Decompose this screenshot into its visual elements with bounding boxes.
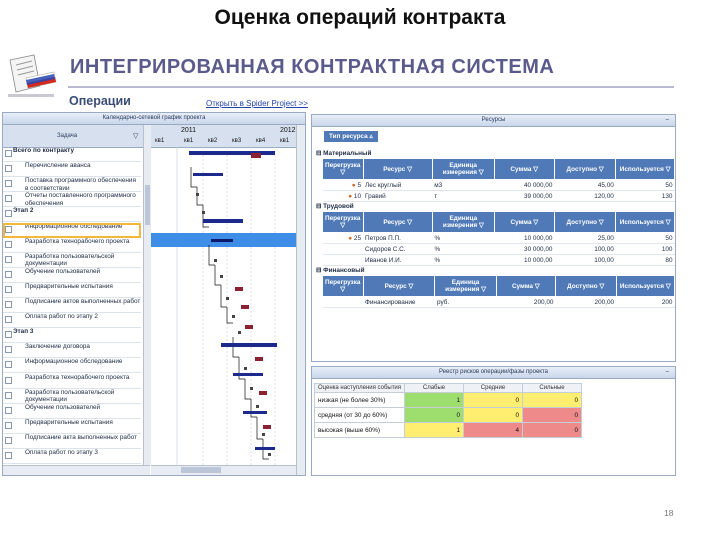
task-row[interactable] [3, 419, 141, 434]
row-checkbox[interactable] [5, 165, 12, 172]
year-label-2011: 2011 [181, 127, 197, 134]
resource-cell: ● 25 [323, 233, 364, 244]
year-label-2012: 2012 [280, 127, 296, 134]
resource-cell: 30 000,00 [494, 244, 554, 255]
timeline-header [151, 125, 296, 148]
task-label: Перечисление аванса [25, 162, 91, 170]
resource-column-header[interactable]: Единица измерения ▽ [432, 212, 494, 233]
task-row[interactable] [3, 434, 141, 449]
risk-row[interactable] [315, 423, 582, 438]
resource-cell: 10 000,00 [494, 233, 554, 244]
task-row[interactable] [3, 162, 141, 177]
system-banner: ИНТЕГРИРОВАННАЯ КОНТРАКТНАЯ СИСТЕМА [70, 56, 555, 78]
collapse-toggle-icon[interactable]: ⊟ [316, 267, 324, 274]
row-checkbox[interactable] [5, 407, 12, 414]
filter-icon[interactable]: ▽ [663, 282, 671, 290]
chart-scrollbar[interactable] [296, 125, 305, 475]
filter-icon[interactable]: ▽ [405, 218, 413, 226]
collapse-icon[interactable]: – [665, 369, 669, 375]
quarter-label: кв1 [184, 138, 194, 144]
resource-cell: 80 [616, 255, 675, 266]
resource-row[interactable] [323, 233, 675, 244]
task-label: Предварительные испытания [25, 282, 113, 290]
resource-row[interactable] [323, 244, 675, 255]
resource-group-table [322, 275, 675, 308]
quarter-label: кв4 [256, 138, 266, 144]
risk-count-cell[interactable]: 1 [405, 423, 464, 438]
task-row[interactable] [3, 238, 141, 253]
task-list [3, 147, 143, 465]
resource-column-header[interactable]: Сумма ▽ [496, 276, 555, 297]
risk-count-cell[interactable]: 0 [464, 393, 523, 408]
resource-cell [323, 297, 364, 308]
collapse-toggle-icon[interactable] [5, 331, 12, 338]
resource-column-header[interactable]: Доступно ▽ [555, 276, 616, 297]
resource-cell: 50 [616, 180, 675, 191]
filter-icon[interactable]: ▽ [406, 282, 414, 290]
resource-cell: % [432, 255, 494, 266]
filter-icon[interactable]: ▽ [340, 222, 346, 229]
row-checkbox[interactable] [5, 377, 12, 384]
task-label: Информационное обследование [25, 222, 123, 230]
group-by-chip[interactable] [324, 131, 378, 142]
task-label: Разработка технорабочего проекта [25, 373, 130, 381]
task-row[interactable] [3, 449, 141, 464]
risk-title: Реестр рисков операции/фазы проекта [438, 369, 549, 375]
filter-icon[interactable]: ▽ [596, 165, 604, 173]
row-checkbox[interactable] [5, 256, 12, 263]
task-row[interactable] [3, 404, 141, 419]
resource-column-header[interactable]: Ресурс ▽ [363, 212, 432, 233]
resource-column-header[interactable]: Используется ▽ [616, 159, 675, 180]
resource-column-header[interactable]: Используется ▽ [616, 276, 674, 297]
filter-icon[interactable]: ▽ [597, 282, 605, 290]
resource-cell: Лес круглый [363, 180, 432, 191]
resource-cell: 39 000,00 [494, 191, 554, 202]
task-label: Поставка программного обеспечения в соответствии [25, 177, 136, 192]
group-by-label: Тип ресурса [329, 133, 368, 140]
row-checkbox[interactable] [5, 316, 12, 323]
resource-column-header[interactable]: Перегрузка ▽ [323, 212, 364, 233]
chart-hscrollbar[interactable] [151, 465, 296, 475]
collapse-toggle-icon[interactable]: ⊟ [316, 150, 324, 157]
resource-row[interactable] [323, 255, 675, 266]
risk-column-header: Оценка наступления события [315, 384, 405, 393]
resource-cell [323, 255, 364, 266]
resource-cell: ● 5 [323, 180, 364, 191]
overload-warning-icon: ● [351, 181, 358, 189]
resources-panel-header [312, 115, 675, 127]
resources-table [312, 149, 675, 308]
risk-count-cell[interactable]: 4 [464, 423, 523, 438]
section-title: Операции [69, 94, 131, 108]
resource-cell: 200,00 [555, 297, 616, 308]
scroll-thumb[interactable] [181, 467, 221, 473]
resource-row[interactable] [323, 297, 675, 308]
filter-icon[interactable]: ▽ [663, 165, 671, 173]
resource-group-header[interactable] [312, 266, 675, 275]
resource-cell: 25,00 [554, 233, 615, 244]
resource-column-header[interactable]: Сумма ▽ [494, 159, 554, 180]
resource-cell: руб. [435, 297, 496, 308]
resource-cell: 100 [616, 244, 675, 255]
row-checkbox[interactable] [5, 361, 12, 368]
filter-icon[interactable]: ▽ [340, 169, 346, 176]
task-label: Подписание акта выполненных работ [25, 433, 137, 441]
collapse-toggle-icon[interactable] [5, 210, 12, 217]
risk-count-cell[interactable]: 0 [523, 393, 582, 408]
resource-group-table [322, 211, 675, 266]
resource-group-header[interactable] [312, 202, 675, 211]
overload-warning-icon: ● [348, 234, 354, 242]
task-list-scrollbar[interactable] [143, 125, 151, 465]
open-in-spider-link[interactable]: Открыть в Spider Project >> [206, 99, 308, 108]
page-number: 18 [664, 508, 674, 518]
gantt-panel-header: Календарно-сетевой график проекта [3, 113, 305, 125]
resource-column-header[interactable]: Единица измерения ▽ [435, 276, 496, 297]
task-label: Подписание актов выполненных работ [25, 298, 141, 305]
row-checkbox[interactable] [5, 437, 12, 444]
task-row[interactable] [3, 374, 141, 389]
row-checkbox[interactable] [5, 392, 12, 399]
resource-column-header[interactable]: Перегрузка ▽ [323, 276, 364, 297]
task-label: Разработка пользовательской документации [25, 252, 115, 268]
resource-group-name: Материальный [323, 150, 372, 157]
resource-cell: 200 [616, 297, 674, 308]
task-list-header [3, 125, 143, 148]
row-checkbox[interactable] [5, 422, 12, 429]
resource-cell: Финансирование [363, 297, 435, 308]
task-group-row[interactable] [3, 207, 141, 222]
quarter-label: кв2 [208, 138, 218, 144]
risk-column-header: Сильные [523, 384, 582, 393]
task-row[interactable] [3, 177, 141, 192]
row-checkbox[interactable] [5, 180, 12, 187]
resources-title: Ресурсы [481, 117, 506, 123]
risk-column-header: Средние [464, 384, 523, 393]
row-checkbox[interactable] [5, 271, 12, 278]
gantt-chart[interactable] [151, 147, 296, 465]
task-label: Этап 3 [13, 328, 34, 336]
scroll-thumb[interactable] [145, 185, 150, 225]
resource-group-table [322, 158, 675, 202]
risk-probability-label: низкая (не более 30%) [315, 393, 405, 408]
resource-group-name: Трудовой [323, 203, 354, 210]
resource-cell: 40 000,00 [494, 180, 554, 191]
resource-column-header[interactable]: Ресурс ▽ [363, 159, 432, 180]
resource-cell: 45,00 [554, 180, 615, 191]
risk-column-header: Слабые [405, 384, 464, 393]
resource-cell: Сидоров С.С. [363, 244, 432, 255]
task-row[interactable] [3, 253, 141, 268]
sort-asc-icon: ▵ [369, 133, 373, 140]
task-label: Этап 2 [13, 207, 34, 215]
task-row[interactable] [3, 313, 141, 328]
task-label: Разработка технорабочего проекта [25, 237, 130, 245]
risk-table [314, 383, 582, 438]
resource-cell: Петров П.П. [363, 233, 432, 244]
row-checkbox[interactable] [5, 241, 12, 248]
risk-probability-label: высокая (выше 60%) [315, 423, 405, 438]
filter-icon[interactable]: ▽ [340, 286, 346, 293]
collapse-toggle-icon[interactable] [5, 150, 12, 157]
resource-cell: Иванов И.И. [363, 255, 432, 266]
resource-column-header[interactable]: Доступно ▽ [554, 212, 615, 233]
risk-panel [311, 366, 676, 476]
resource-cell: 100,00 [554, 244, 615, 255]
task-label: Всего по контракту [13, 147, 75, 154]
resource-column-header[interactable]: Перегрузка ▽ [323, 159, 364, 180]
filter-icon[interactable]: ▽ [532, 282, 540, 290]
task-label: Заключение договора [25, 343, 90, 351]
risk-count-cell[interactable]: 0 [523, 423, 582, 438]
filter-icon[interactable]: ▽ [476, 169, 484, 176]
task-row[interactable] [3, 389, 141, 404]
task-label: Предварительные испытания [25, 418, 113, 426]
resource-cell: 100,00 [554, 255, 615, 266]
collapse-icon[interactable]: – [665, 117, 669, 123]
resource-column-header[interactable]: Используется ▽ [616, 212, 675, 233]
resource-cell [323, 244, 364, 255]
quarter-label: кв1 [155, 138, 165, 144]
resource-row[interactable] [323, 180, 675, 191]
gantt-panel [2, 112, 306, 476]
risk-probability-label: средняя (от 30 до 60%) [315, 408, 405, 423]
task-row[interactable] [3, 283, 141, 298]
task-label: Разработка пользовательской документации [25, 388, 115, 404]
risk-count-cell[interactable]: 0 [464, 408, 523, 423]
quarter-label: кв3 [232, 138, 242, 144]
resource-group-name: Финансовый [323, 267, 365, 274]
risk-row[interactable] [315, 408, 582, 423]
filter-icon[interactable]: ▽ [597, 218, 604, 226]
task-row[interactable] [3, 358, 141, 373]
filter-icon[interactable]: ▽ [405, 165, 412, 173]
row-checkbox[interactable] [5, 286, 12, 293]
collapse-toggle-icon[interactable]: ⊟ [316, 203, 324, 210]
row-checkbox[interactable] [5, 346, 12, 353]
task-row[interactable] [3, 268, 141, 283]
resource-cell: 10 000,00 [494, 255, 554, 266]
resource-row[interactable] [323, 191, 675, 202]
resource-column-header[interactable]: Ресурс ▽ [363, 276, 435, 297]
resource-cell: 120,00 [554, 191, 615, 202]
risk-count-cell[interactable]: 0 [405, 408, 464, 423]
task-label: Обучение пользователей [25, 267, 101, 275]
risk-row[interactable] [315, 393, 582, 408]
resource-column-header[interactable]: Доступно ▽ [554, 159, 615, 180]
filter-icon[interactable]: ▽ [479, 286, 487, 293]
resource-cell: Гравий [363, 191, 432, 202]
task-row[interactable] [3, 343, 141, 358]
slide-title: Оценка операций контракта [214, 6, 506, 29]
resource-cell: ● 10 [323, 191, 364, 202]
banner-divider [68, 86, 674, 88]
row-checkbox[interactable] [5, 195, 12, 202]
task-label: Отчеты поставленного программного обеспечения [25, 192, 136, 207]
risk-count-cell[interactable]: 1 [405, 393, 464, 408]
resource-cell: % [432, 244, 494, 255]
filter-icon[interactable]: ▽ [663, 218, 671, 226]
task-label: Оплата работ по этапу 2 [25, 313, 98, 321]
filter-icon[interactable]: ▽ [531, 165, 539, 173]
resource-cell: т [432, 191, 494, 202]
quarter-label: кв1 [280, 138, 290, 144]
overload-warning-icon: ● [348, 192, 354, 200]
task-label: Информационное обследование [25, 358, 123, 366]
filter-icon[interactable]: ▽ [133, 133, 139, 140]
risk-count-cell[interactable]: 0 [523, 408, 582, 423]
task-group-row[interactable] [3, 328, 141, 343]
filter-icon[interactable]: ▽ [477, 222, 484, 229]
resource-group-header[interactable] [312, 149, 675, 158]
resource-column-header[interactable]: Единица измерения ▽ [432, 159, 494, 180]
task-row[interactable] [3, 298, 141, 313]
row-checkbox[interactable] [5, 301, 12, 308]
resource-cell: % [432, 233, 494, 244]
resource-cell: м3 [432, 180, 494, 191]
resources-panel [311, 114, 676, 362]
resource-cell: 50 [616, 233, 675, 244]
task-row[interactable] [3, 223, 141, 238]
task-group-row[interactable] [3, 147, 141, 162]
task-label: Обучение пользователей [25, 403, 101, 411]
filter-icon[interactable]: ▽ [531, 218, 539, 226]
task-list-hscrollbar[interactable] [3, 465, 150, 475]
row-checkbox[interactable] [5, 226, 12, 233]
task-label: Оплата работ по этапу 3 [25, 449, 98, 456]
document-flag-logo-icon [4, 52, 58, 102]
resource-cell: 200,00 [496, 297, 555, 308]
row-checkbox[interactable] [5, 452, 12, 459]
task-row[interactable] [3, 192, 141, 207]
resource-column-header[interactable]: Сумма ▽ [494, 212, 554, 233]
resource-cell: 130 [616, 191, 675, 202]
risk-panel-header [312, 367, 675, 379]
task-column-header: Задача [57, 133, 78, 139]
